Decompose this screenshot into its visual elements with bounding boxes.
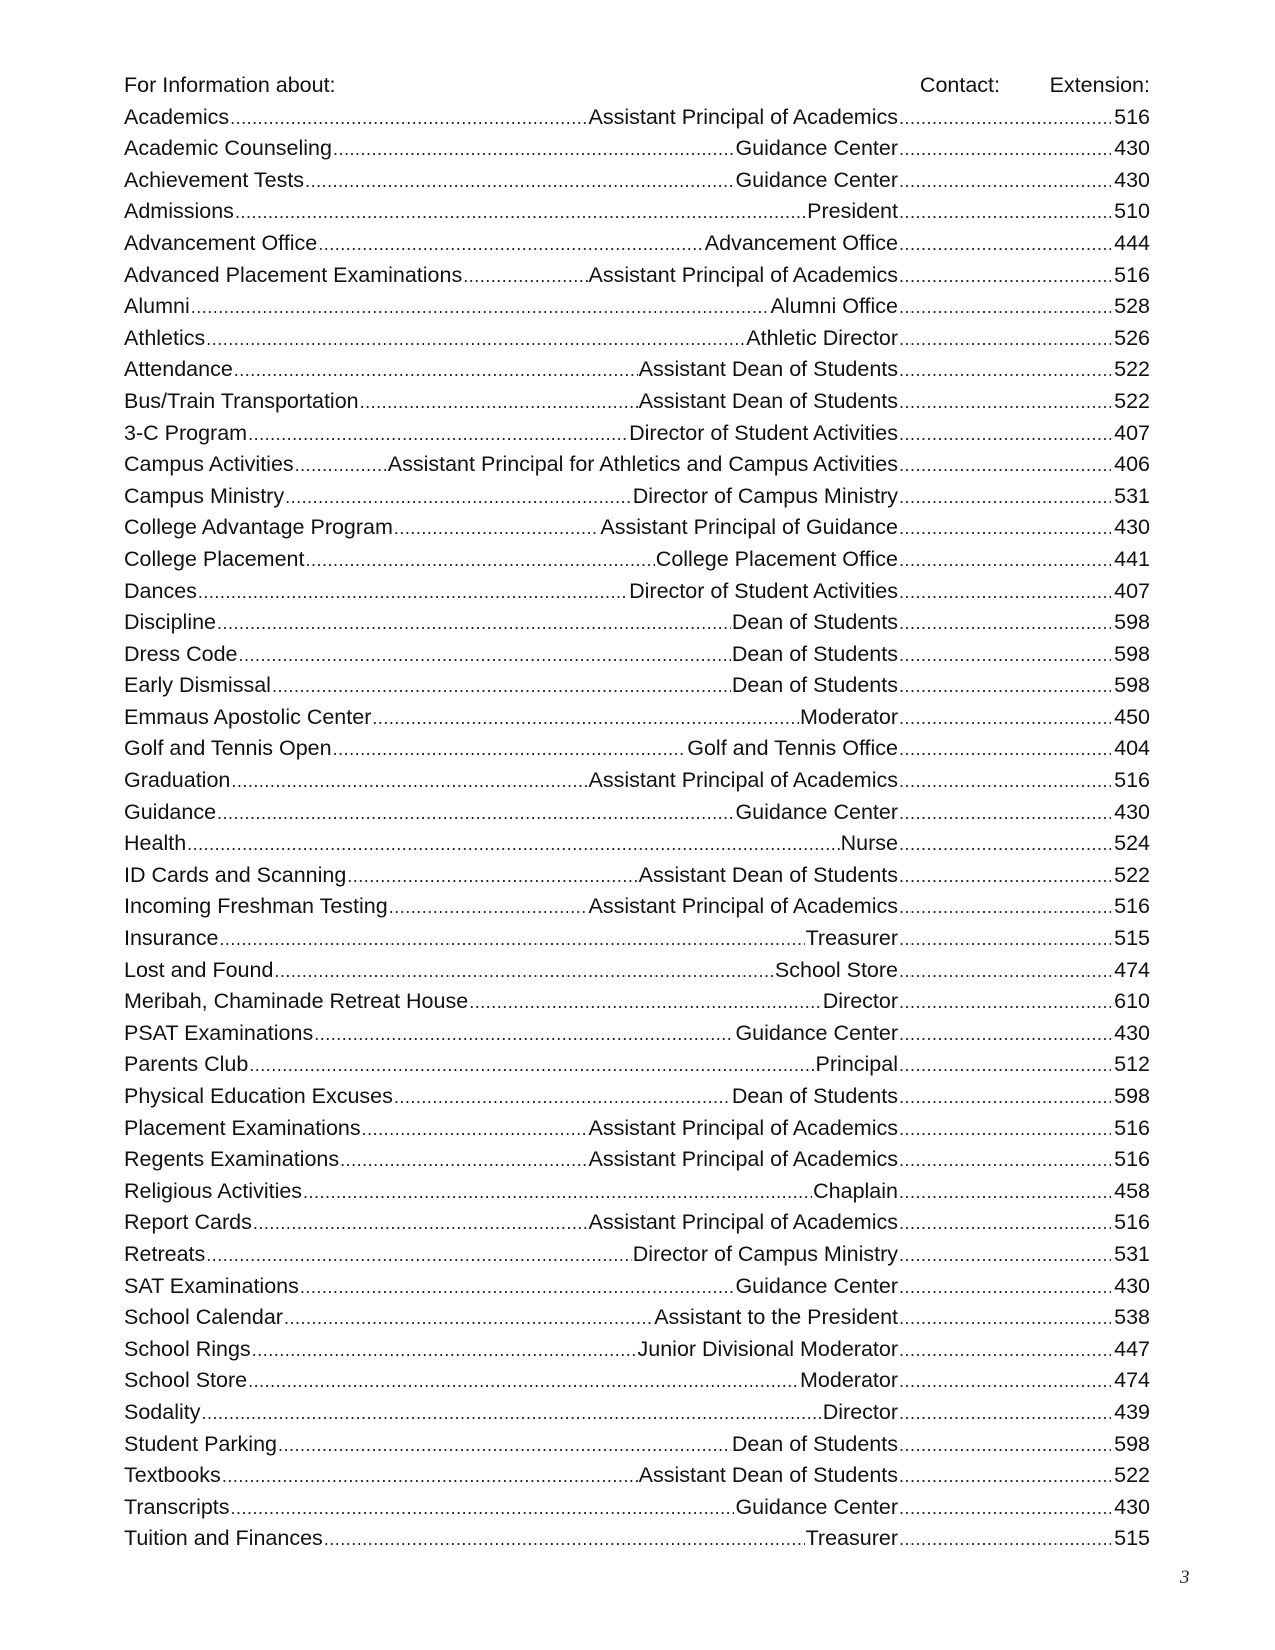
dot-leader — [300, 1272, 735, 1304]
extension-number: 458 — [1114, 1178, 1150, 1203]
dot-leader — [274, 956, 773, 988]
dot-leader — [899, 1272, 1111, 1304]
dot-leader — [899, 829, 1111, 861]
dot-leader — [202, 1398, 822, 1430]
topic-label: Attendance — [124, 357, 233, 382]
contact-label: Assistant Principal of Academics — [588, 1210, 898, 1235]
contact-label: School Store — [774, 957, 898, 982]
dot-leader — [899, 387, 1111, 419]
dot-leader — [899, 1177, 1111, 1209]
dot-leader — [303, 1177, 812, 1209]
dot-leader — [899, 608, 1111, 640]
topic-label: Health — [124, 831, 187, 856]
directory-row — [124, 1302, 1150, 1334]
directory-row — [124, 1429, 1150, 1461]
dot-leader — [899, 1366, 1111, 1398]
extension-number: 510 — [1114, 199, 1150, 224]
extension-number: 474 — [1114, 957, 1150, 982]
dot-leader — [347, 861, 637, 893]
dot-leader — [899, 545, 1111, 577]
extension-number: 516 — [1114, 262, 1150, 287]
directory-row — [124, 828, 1150, 860]
dot-leader — [899, 1240, 1111, 1272]
directory-row — [124, 1492, 1150, 1524]
dot-leader — [469, 987, 822, 1019]
directory-row — [124, 1176, 1150, 1208]
contact-label: Chaplain — [813, 1178, 898, 1203]
extension-number: 441 — [1114, 546, 1150, 571]
directory-row — [124, 955, 1150, 987]
directory-row — [124, 1049, 1150, 1081]
topic-label: ID Cards and Scanning — [124, 862, 347, 887]
topic-label: Transcripts — [124, 1494, 230, 1519]
topic-label: Athletics — [124, 325, 206, 350]
directory-row — [124, 702, 1150, 734]
extension-number: 526 — [1114, 325, 1150, 350]
extension-number: 598 — [1114, 610, 1150, 635]
dot-leader — [284, 1303, 653, 1335]
dot-leader — [899, 1430, 1111, 1462]
extension-number: 516 — [1114, 104, 1150, 129]
directory-row — [124, 891, 1150, 923]
contact-label: Principal — [815, 1052, 898, 1077]
contact-label: Guidance Center — [735, 167, 898, 192]
contact-label: Assistant Principal of Academics — [588, 1147, 898, 1172]
dot-leader — [198, 577, 628, 609]
topic-label: School Store — [124, 1368, 248, 1393]
directory-row — [124, 291, 1150, 323]
contact-label: Moderator — [800, 704, 898, 729]
extension-number: 430 — [1114, 1273, 1150, 1298]
directory-row — [124, 196, 1150, 228]
directory-row — [124, 670, 1150, 702]
dot-leader — [314, 1019, 734, 1051]
contact-label: Assistant Principal of Academics — [588, 768, 898, 793]
dot-leader — [360, 387, 638, 419]
directory-row — [124, 1207, 1150, 1239]
topic-label: Religious Activities — [124, 1178, 303, 1203]
extension-number: 524 — [1114, 831, 1150, 856]
dot-leader — [217, 608, 731, 640]
dot-leader — [899, 450, 1111, 482]
dot-leader — [235, 197, 806, 229]
extension-number: 528 — [1114, 294, 1150, 319]
dot-leader — [899, 924, 1111, 956]
contact-label: Assistant to the President — [654, 1305, 898, 1330]
topic-label: 3-C Program — [124, 420, 248, 445]
extension-number: 516 — [1114, 768, 1150, 793]
dot-leader — [389, 892, 588, 924]
dot-leader — [899, 956, 1111, 988]
extension-number: 407 — [1114, 420, 1150, 445]
dot-leader — [248, 1366, 799, 1398]
directory-row — [124, 512, 1150, 544]
topic-label: Graduation — [124, 768, 231, 793]
dot-leader — [899, 1461, 1111, 1493]
directory-row — [124, 639, 1150, 671]
contact-label: Guidance Center — [735, 1273, 898, 1298]
dot-leader — [899, 766, 1111, 798]
contact-label: Dean of Students — [731, 1084, 898, 1108]
topic-label: Parents Club — [124, 1052, 249, 1077]
topic-label: Admissions — [124, 199, 234, 224]
dot-leader — [278, 1430, 731, 1462]
dot-leader — [899, 324, 1111, 356]
directory-row — [124, 986, 1150, 1018]
dot-leader — [899, 640, 1111, 672]
dot-leader — [899, 798, 1111, 830]
contact-label: Director of Campus Ministry — [632, 483, 898, 508]
dot-leader — [899, 1493, 1111, 1525]
directory-row — [124, 797, 1150, 829]
extension-number: 598 — [1114, 673, 1150, 698]
dot-leader — [899, 229, 1111, 261]
extension-column-heading: Extension: — [1049, 73, 1150, 97]
contact-label: Director of Student Activities — [629, 420, 898, 445]
dot-leader — [248, 419, 628, 451]
topic-label: College Placement — [124, 546, 305, 571]
directory-header — [124, 70, 1150, 102]
dot-leader — [187, 829, 839, 861]
dot-leader — [899, 861, 1111, 893]
dot-leader — [333, 734, 687, 766]
dot-leader — [394, 1082, 731, 1114]
dot-leader — [318, 229, 704, 261]
dot-leader — [899, 703, 1111, 735]
extension-number: 515 — [1114, 926, 1150, 951]
dot-leader — [899, 134, 1111, 166]
directory-row — [124, 1523, 1150, 1555]
extension-number: 598 — [1114, 1084, 1150, 1108]
directory-row — [124, 1365, 1150, 1397]
contact-label: Assistant Principal of Academics — [588, 894, 898, 919]
directory-row — [124, 923, 1150, 955]
dot-leader — [231, 1493, 735, 1525]
directory-row — [124, 1144, 1150, 1176]
dot-leader — [899, 166, 1111, 198]
dot-leader — [249, 1050, 814, 1082]
topic-label: Early Dismissal — [124, 673, 271, 698]
directory-row — [124, 354, 1150, 386]
dot-leader — [217, 798, 734, 830]
extension-number: 531 — [1114, 1241, 1150, 1266]
directory-row — [124, 133, 1150, 165]
extension-number: 447 — [1114, 1336, 1150, 1361]
directory-row — [124, 1271, 1150, 1303]
dot-leader — [234, 355, 638, 387]
extension-number: 522 — [1114, 388, 1150, 413]
contact-label: Assistant Principal for Athletics and Campus Activities — [387, 452, 898, 477]
dot-leader — [899, 1114, 1111, 1146]
contact-label: Athletic Director — [746, 325, 898, 350]
topic-label: Bus/Train Transportation — [124, 388, 359, 413]
dot-leader — [899, 1082, 1111, 1114]
directory-row — [124, 544, 1150, 576]
contact-label: Director of Student Activities — [629, 578, 898, 603]
topic-label: Alumni — [124, 294, 190, 319]
contact-label: Moderator — [800, 1368, 898, 1393]
contact-label: Golf and Tennis Office — [687, 736, 898, 761]
dot-leader — [899, 1303, 1111, 1335]
extension-number: 430 — [1114, 167, 1150, 192]
contact-label: President — [807, 199, 898, 224]
topic-label: School Calendar — [124, 1305, 283, 1330]
directory-row — [124, 1460, 1150, 1492]
dot-leader — [295, 450, 387, 482]
topic-label: Sodality — [124, 1399, 201, 1424]
topic-label: Achievement Tests — [124, 167, 305, 192]
topic-label: Golf and Tennis Open — [124, 736, 332, 761]
dot-leader — [305, 166, 734, 198]
contact-label: Assistant Dean of Students — [638, 1463, 898, 1488]
dot-leader — [899, 671, 1111, 703]
extension-number: 450 — [1114, 704, 1150, 729]
extension-number: 538 — [1114, 1305, 1150, 1330]
topic-label: Discipline — [124, 610, 217, 635]
directory-row — [124, 260, 1150, 292]
dot-leader — [899, 197, 1111, 229]
dot-leader — [899, 513, 1111, 545]
topic-label: Regents Examinations — [124, 1147, 340, 1172]
dot-leader — [340, 1145, 587, 1177]
contact-label: Assistant Principal of Academics — [588, 262, 898, 287]
dot-leader — [899, 734, 1111, 766]
topic-label: Advanced Placement Examinations — [124, 262, 463, 287]
dot-leader — [253, 1208, 588, 1240]
directory-row — [124, 1113, 1150, 1145]
directory-row — [124, 165, 1150, 197]
directory-row — [124, 228, 1150, 260]
topic-label: Campus Activities — [124, 452, 294, 477]
dot-leader — [372, 703, 799, 735]
dot-leader — [230, 103, 587, 135]
dot-leader — [899, 292, 1111, 324]
directory-row — [124, 607, 1150, 639]
contact-label: Guidance Center — [735, 1494, 898, 1519]
contact-label: Guidance Center — [735, 136, 898, 161]
extension-number: 516 — [1114, 1115, 1150, 1140]
topic-label: Guidance — [124, 799, 217, 824]
topic-label: Tuition and Finances — [124, 1526, 323, 1551]
topic-label: Academic Counseling — [124, 136, 332, 161]
topic-label: Insurance — [124, 926, 219, 951]
extension-number: 430 — [1114, 515, 1150, 540]
topic-label: School Rings — [124, 1336, 251, 1361]
contact-label: Alumni Office — [770, 294, 898, 319]
extension-number: 522 — [1114, 1463, 1150, 1488]
dot-leader — [305, 545, 654, 577]
contact-label: Guidance Center — [735, 799, 898, 824]
directory-row — [124, 1397, 1150, 1429]
dot-leader — [252, 1335, 637, 1367]
topic-label: Placement Examinations — [124, 1115, 361, 1140]
extension-number: 516 — [1114, 1147, 1150, 1172]
dot-leader — [362, 1114, 588, 1146]
extension-number: 522 — [1114, 862, 1150, 887]
dot-leader — [285, 482, 632, 514]
contact-label: Dean of Students — [731, 673, 898, 698]
directory-row — [124, 576, 1150, 608]
contact-label: Guidance Center — [735, 1020, 898, 1045]
extension-number: 516 — [1114, 894, 1150, 919]
topic-label: Report Cards — [124, 1210, 252, 1235]
topic-label: PSAT Examinations — [124, 1020, 314, 1045]
dot-leader — [899, 1050, 1111, 1082]
dot-leader — [231, 766, 587, 798]
dot-leader — [899, 1335, 1111, 1367]
directory-row — [124, 1334, 1150, 1366]
dot-leader — [219, 924, 804, 956]
topic-label: SAT Examinations — [124, 1273, 299, 1298]
dot-leader — [191, 292, 770, 324]
contact-label: Dean of Students — [731, 641, 898, 666]
topic-label: Advancement Office — [124, 230, 318, 255]
contact-label: Dean of Students — [731, 610, 898, 635]
contact-label: Director — [822, 1399, 898, 1424]
extension-number: 404 — [1114, 736, 1150, 761]
contact-label: Treasurer — [805, 1526, 898, 1551]
topic-label: Incoming Freshman Testing — [124, 894, 388, 919]
dot-leader — [463, 261, 587, 293]
topic-label: Dances — [124, 578, 197, 603]
contact-label: Director — [822, 989, 898, 1014]
directory-row — [124, 449, 1150, 481]
dot-leader — [899, 1398, 1111, 1430]
contact-label: Assistant Dean of Students — [638, 357, 898, 382]
contact-label: Nurse — [840, 831, 898, 856]
directory-row — [124, 765, 1150, 797]
contact-label: Director of Campus Ministry — [632, 1241, 898, 1266]
extension-number: 610 — [1114, 989, 1150, 1014]
directory-row — [124, 481, 1150, 513]
contact-label: Assistant Principal of Guidance — [600, 515, 898, 540]
dot-leader — [899, 1524, 1111, 1556]
dot-leader — [899, 1208, 1111, 1240]
directory-row — [124, 1239, 1150, 1271]
dot-leader — [899, 482, 1111, 514]
directory-row — [124, 1081, 1150, 1113]
directory-page — [124, 70, 1150, 1555]
contact-column-heading: Contact: — [919, 73, 1000, 97]
dot-leader — [899, 419, 1111, 451]
topic-label: Meribah, Chaminade Retreat House — [124, 989, 469, 1014]
topic-column-heading: For Information about: — [124, 73, 336, 97]
page-number: 3 — [1180, 1567, 1190, 1588]
contact-label: Assistant Principal of Academics — [588, 104, 898, 129]
extension-number: 512 — [1114, 1052, 1150, 1077]
topic-label: Emmaus Apostolic Center — [124, 704, 372, 729]
dot-leader — [899, 892, 1111, 924]
extension-number: 430 — [1114, 799, 1150, 824]
directory-row — [124, 323, 1150, 355]
contact-label: College Placement Office — [655, 546, 898, 571]
contact-label: Junior Divisional Moderator — [637, 1336, 898, 1361]
dot-leader — [899, 103, 1111, 135]
extension-number: 516 — [1114, 1210, 1150, 1235]
topic-label: College Advantage Program — [124, 515, 393, 540]
extension-number: 531 — [1114, 483, 1150, 508]
dot-leader — [222, 1461, 638, 1493]
dot-leader — [899, 261, 1111, 293]
topic-label: Textbooks — [124, 1463, 221, 1488]
contact-label: Dean of Students — [731, 1431, 898, 1456]
topic-label: Physical Education Excuses — [124, 1084, 393, 1108]
directory-list — [124, 102, 1150, 1555]
dot-leader — [899, 1145, 1111, 1177]
dot-leader — [899, 987, 1111, 1019]
topic-label: Student Parking — [124, 1431, 277, 1456]
extension-number: 430 — [1114, 1020, 1150, 1045]
extension-number: 444 — [1114, 230, 1150, 255]
extension-number: 439 — [1114, 1399, 1150, 1424]
extension-number: 598 — [1114, 641, 1150, 666]
directory-row — [124, 102, 1150, 134]
contact-label: Advancement Office — [704, 230, 898, 255]
dot-leader — [324, 1524, 805, 1556]
contact-label: Treasurer — [805, 926, 898, 951]
dot-leader — [899, 355, 1111, 387]
dot-leader — [206, 324, 745, 356]
topic-label: Lost and Found — [124, 957, 274, 982]
directory-row — [124, 418, 1150, 450]
extension-number: 406 — [1114, 452, 1150, 477]
contact-label: Assistant Principal of Academics — [588, 1115, 898, 1140]
directory-row — [124, 733, 1150, 765]
extension-number: 430 — [1114, 1494, 1150, 1519]
dot-leader — [272, 671, 731, 703]
extension-number: 598 — [1114, 1431, 1150, 1456]
extension-number: 474 — [1114, 1368, 1150, 1393]
topic-label: Campus Ministry — [124, 483, 285, 508]
topic-label: Retreats — [124, 1241, 206, 1266]
topic-label: Academics — [124, 104, 230, 129]
directory-row — [124, 386, 1150, 418]
extension-number: 430 — [1114, 136, 1150, 161]
dot-leader — [333, 134, 735, 166]
dot-leader — [206, 1240, 632, 1272]
directory-row — [124, 860, 1150, 892]
extension-number: 407 — [1114, 578, 1150, 603]
dot-leader — [899, 1019, 1111, 1051]
contact-label: Assistant Dean of Students — [638, 862, 898, 887]
extension-number: 515 — [1114, 1526, 1150, 1551]
dot-leader — [899, 577, 1111, 609]
contact-label: Assistant Dean of Students — [638, 388, 898, 413]
extension-number: 522 — [1114, 357, 1150, 382]
topic-label: Dress Code — [124, 641, 238, 666]
directory-row — [124, 1018, 1150, 1050]
dot-leader — [239, 640, 731, 672]
dot-leader — [394, 513, 600, 545]
